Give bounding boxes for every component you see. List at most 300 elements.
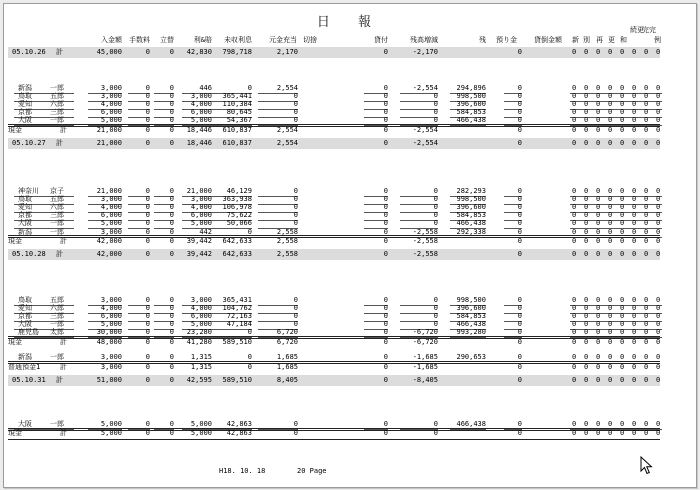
- g1-row-3-chg: 0: [433, 211, 438, 220]
- g3-row-0-int: 5,000: [190, 420, 212, 428]
- g1-row-5-flag-3: 0: [608, 227, 613, 236]
- g3-total-adv: 0: [169, 429, 174, 438]
- summary-1-adv: 0: [169, 138, 174, 147]
- g1-row-3-flag-0: 0: [572, 211, 577, 220]
- g2-row-1-flag-1: 0: [584, 304, 589, 313]
- g1-row-3-loan: 0: [383, 211, 388, 220]
- g1-row-3-given: 三郎: [50, 211, 64, 220]
- g0-row-1-prn: 0: [293, 92, 298, 101]
- g1-total-flag-1: 0: [584, 236, 589, 245]
- g2-row-2-flag-3: 0: [608, 312, 613, 321]
- g2-extra-total-flag-0: 0: [572, 362, 577, 371]
- g2-extra-0-loan: 0: [383, 352, 388, 361]
- g3-row-0-loan: 0: [383, 420, 388, 428]
- g2-row-2-flag-6: 0: [644, 312, 649, 321]
- summary-1-chg: -2,554: [412, 138, 438, 147]
- g1-row-0-fee: 0: [145, 187, 150, 195]
- g2-row-4-given: 太郎: [50, 328, 64, 337]
- g1-row-3-flag-4: 0: [620, 211, 625, 220]
- g1-total-loan: 0: [383, 236, 388, 245]
- g2-extra-total-name: 普通預金1: [8, 362, 41, 371]
- g2-extra-total-held: 0: [517, 362, 522, 371]
- summary-3-flag-0: 0: [572, 375, 577, 384]
- g3-total-dep: 5,000: [100, 429, 122, 438]
- g0-row-3-given: 三郎: [50, 108, 64, 117]
- g1-row-3-unp: 75,622: [226, 211, 252, 220]
- g2-extra-0-adv: 0: [169, 352, 174, 361]
- g0-row-4-name: 大阪: [18, 116, 32, 125]
- g1-row-5-prn: 2,558: [276, 227, 298, 236]
- g0-row-4-given: 一郎: [50, 116, 64, 125]
- g0-row-0-dep: 3,000: [100, 84, 122, 92]
- summary-1-held: 0: [517, 138, 522, 147]
- g3-total-name: 現金: [8, 429, 22, 438]
- g2-total-adv: 0: [169, 337, 174, 346]
- g0-row-1-dep: 3,000: [100, 92, 122, 101]
- g2-row-3-fee: 0: [145, 320, 150, 329]
- summary-0-flag-4: 0: [620, 48, 625, 56]
- g3-row-0-given: 一郎: [50, 420, 64, 428]
- g1-row-1-loan: 0: [383, 195, 388, 204]
- g1-row-1-flag-2: 0: [596, 195, 601, 204]
- g0-row-4-dep: 5,000: [100, 116, 122, 125]
- g2-extra-0-flag-4: 0: [620, 352, 625, 361]
- g1-row-0-chg: 0: [433, 187, 438, 195]
- summary-1-date: 05.10.27: [12, 138, 46, 147]
- g1-total-given: 計: [60, 236, 67, 245]
- g1-row-5-bal: 292,338: [456, 227, 486, 236]
- header-fee: 手数料: [129, 36, 150, 44]
- g1-row-0-flag-1: 0: [584, 187, 589, 195]
- summary-0-flag-6: 0: [644, 48, 649, 56]
- g2-row-0-int: 3,000: [190, 296, 212, 304]
- g0-row-1-flag-0: 0: [572, 92, 577, 101]
- g2-extra-0-flag-7: 0: [656, 352, 661, 361]
- g0-row-3-flag-3: 0: [608, 108, 613, 117]
- g0-row-1-flag-2: 0: [596, 92, 601, 101]
- g0-row-0-flag-4: 0: [620, 84, 625, 92]
- g0-row-1-flag-4: 0: [620, 92, 625, 101]
- g1-row-5-unp: 0: [247, 227, 252, 236]
- g0-row-3-unp: 80,645: [226, 108, 252, 117]
- g0-row-2-flag-1: 0: [584, 100, 589, 109]
- g2-extra-0-flag-1: 0: [584, 352, 589, 361]
- g0-row-2-flag-4: 0: [620, 100, 625, 109]
- g1-total-flag-6: 0: [644, 236, 649, 245]
- header-balance-change: 残高増減: [410, 36, 438, 44]
- summary-2-dep: 42,000: [96, 249, 122, 258]
- g0-row-1-flag-6: 0: [644, 92, 649, 101]
- g1-row-0-held: 0: [517, 187, 522, 195]
- g0-total-unp: 610,837: [222, 125, 252, 134]
- g1-row-4-flag-0: 0: [572, 219, 577, 228]
- g0-total-int: 18,446: [186, 125, 212, 134]
- g0-row-1-flag-1: 0: [584, 92, 589, 101]
- summary-2-loan: 0: [383, 249, 388, 258]
- g1-row-5-flag-6: 0: [644, 227, 649, 236]
- g3-total-loan: 0: [383, 429, 388, 438]
- g2-row-1-flag-0: 0: [572, 304, 577, 313]
- summary-0-flag-2: 0: [596, 48, 601, 56]
- g1-row-2-flag-1: 0: [584, 203, 589, 212]
- g1-total-prn: 2,558: [276, 236, 298, 245]
- g1-row-4-held: 0: [517, 219, 522, 228]
- g0-row-0-bal: 294,896: [456, 84, 486, 92]
- g3-row-0-chg: 0: [433, 420, 438, 428]
- summary-0-held: 0: [517, 48, 522, 56]
- g1-row-1-given: 五郎: [50, 195, 64, 204]
- g1-row-2-flag-6: 0: [644, 203, 649, 212]
- g2-row-2-int: 6,000: [190, 312, 212, 321]
- summary-1-unp: 610,837: [222, 138, 252, 147]
- g1-row-0-flag-0: 0: [572, 187, 577, 195]
- g2-row-0-loan: 0: [383, 296, 388, 304]
- g3-total-held: 0: [517, 429, 522, 438]
- g2-row-3-chg: 0: [433, 320, 438, 329]
- g2-row-1-flag-3: 0: [608, 304, 613, 313]
- summary-2-unp: 642,633: [222, 249, 252, 258]
- g1-row-0-unp: 46,129: [226, 187, 252, 195]
- summary-3-chg: -8,405: [412, 375, 438, 384]
- g2-extra-total-prn: 1,685: [276, 362, 298, 371]
- g3-total-flag-5: 0: [632, 429, 637, 438]
- g2-row-0-flag-0: 0: [572, 296, 577, 304]
- g1-row-4-flag-7: 0: [656, 219, 661, 228]
- g2-row-3-adv: 0: [169, 320, 174, 329]
- g1-total-chg: -2,558: [412, 236, 438, 245]
- summary-0-date: 05.10.26: [12, 48, 46, 56]
- g1-row-4-flag-4: 0: [620, 219, 625, 228]
- header-example: 例: [654, 36, 661, 44]
- g0-row-0-flag-7: 0: [656, 84, 661, 92]
- g2-total-flag-7: 0: [656, 337, 661, 346]
- g1-row-2-flag-5: 0: [632, 203, 637, 212]
- g1-row-4-int: 5,000: [190, 219, 212, 228]
- g2-row-3-flag-6: 0: [644, 320, 649, 329]
- header-complete: 完完: [642, 26, 656, 34]
- g2-total-fee: 0: [145, 337, 150, 346]
- g0-row-3-flag-4: 0: [620, 108, 625, 117]
- g1-total-held: 0: [517, 236, 522, 245]
- summary-2-flag-3: 0: [608, 249, 613, 258]
- g0-row-2-flag-2: 0: [596, 100, 601, 109]
- summary-0-flag-3: 0: [608, 48, 613, 56]
- g2-row-0-flag-3: 0: [608, 296, 613, 304]
- g3-row-0-held: 0: [517, 420, 522, 428]
- g2-row-0-flag-7: 0: [656, 296, 661, 304]
- g1-total-name: 現金: [8, 236, 22, 245]
- g1-total-flag-4: 0: [620, 236, 625, 245]
- g2-row-3-bal: 466,438: [456, 320, 486, 329]
- g3-total-flag-4: 0: [620, 429, 625, 438]
- g2-total-given: 計: [60, 337, 67, 346]
- g2-extra-total-fee: 0: [145, 362, 150, 371]
- g2-row-1-flag-5: 0: [632, 304, 637, 313]
- g0-row-4-flag-1: 0: [584, 116, 589, 125]
- g2-row-4-int: 23,280: [186, 328, 212, 337]
- g1-row-3-fee: 0: [145, 211, 150, 220]
- g3-total-int: 5,000: [190, 429, 212, 438]
- g0-row-1-adv: 0: [169, 92, 174, 101]
- g2-extra-0-int: 1,315: [190, 352, 212, 361]
- g0-row-2-prn: 0: [293, 100, 298, 109]
- g2-row-1-fee: 0: [145, 304, 150, 313]
- g3-total-flag-0: 0: [572, 429, 577, 438]
- g2-row-4-chg: -6,720: [412, 328, 438, 337]
- g1-total-flag-5: 0: [632, 236, 637, 245]
- g0-row-2-int: 4,000: [190, 100, 212, 109]
- header-unpaid-interest: 未収利息: [224, 36, 252, 44]
- g0-row-3-name: 京都: [18, 108, 32, 117]
- g2-row-4-flag-1: 0: [584, 328, 589, 337]
- g2-row-3-unp: 47,184: [226, 320, 252, 329]
- g3-row-0-flag-0: 0: [572, 420, 577, 428]
- g1-row-3-dep: 6,000: [100, 211, 122, 220]
- g2-total-loan: 0: [383, 337, 388, 346]
- g1-row-5-chg: -2,558: [412, 227, 438, 236]
- g2-extra-total-flag-7: 0: [656, 362, 661, 371]
- g2-total-flag-1: 0: [584, 337, 589, 346]
- summary-3-adv: 0: [169, 375, 174, 384]
- g1-row-1-fee: 0: [145, 195, 150, 204]
- g2-row-4-prn: 6,720: [276, 328, 298, 337]
- summary-0-unp: 798,718: [222, 48, 252, 56]
- summary-3-flag-7: 0: [656, 375, 661, 384]
- summary-1-prn: 2,554: [276, 138, 298, 147]
- g0-row-3-flag-5: 0: [632, 108, 637, 117]
- summary-2-flag-5: 0: [632, 249, 637, 258]
- g3-total-flag-2: 0: [596, 429, 601, 438]
- g2-row-0-unp: 365,431: [222, 296, 252, 304]
- g0-row-4-unp: 54,367: [226, 116, 252, 125]
- g1-row-2-unp: 106,978: [222, 203, 252, 212]
- g2-extra-total-int: 1,315: [190, 362, 212, 371]
- g2-row-3-loan: 0: [383, 320, 388, 329]
- g0-row-1-name: 鳥取: [18, 92, 32, 101]
- g2-total-flag-6: 0: [644, 337, 649, 346]
- g2-row-3-flag-0: 0: [572, 320, 577, 329]
- g2-row-2-bal: 584,853: [456, 312, 486, 321]
- g0-row-0-unp: 0: [247, 84, 252, 92]
- g1-row-0-adv: 0: [169, 187, 174, 195]
- g0-total-dep: 21,000: [96, 125, 122, 134]
- g2-extra-0-held: 0: [517, 352, 522, 361]
- g2-row-3-flag-1: 0: [584, 320, 589, 329]
- summary-3-flag-1: 0: [584, 375, 589, 384]
- g1-row-1-flag-0: 0: [572, 195, 577, 204]
- g2-row-0-held: 0: [517, 296, 522, 304]
- g2-total-prn: 6,720: [276, 337, 298, 346]
- summary-0-flag-5: 0: [632, 48, 637, 56]
- g1-row-3-held: 0: [517, 211, 522, 220]
- g0-row-4-flag-2: 0: [596, 116, 601, 125]
- g0-row-3-loan: 0: [383, 108, 388, 117]
- g2-extra-0-prn: 1,685: [276, 352, 298, 361]
- header-settle: 和: [620, 36, 627, 44]
- g0-row-0-given: 一郎: [50, 84, 64, 92]
- g0-row-1-fee: 0: [145, 92, 150, 101]
- g1-row-3-flag-7: 0: [656, 211, 661, 220]
- g1-row-2-name: 愛知: [18, 203, 32, 212]
- g1-row-4-loan: 0: [383, 219, 388, 228]
- g0-row-0-name: 新潟: [18, 84, 32, 92]
- g0-total-flag-7: 0: [656, 125, 661, 134]
- g2-total-flag-2: 0: [596, 337, 601, 346]
- report-page: [3, 3, 697, 488]
- g1-row-0-loan: 0: [383, 187, 388, 195]
- g1-row-0-int: 21,000: [186, 187, 212, 195]
- summary-0-flag-1: 0: [584, 48, 589, 56]
- g2-row-0-adv: 0: [169, 296, 174, 304]
- g2-extra-0-flag-2: 0: [596, 352, 601, 361]
- g1-row-4-flag-2: 0: [596, 219, 601, 228]
- rule-line: [8, 439, 660, 440]
- g0-row-1-chg: 0: [433, 92, 438, 101]
- g1-row-2-flag-2: 0: [596, 203, 601, 212]
- g2-row-4-loan: 0: [383, 328, 388, 337]
- g2-row-2-flag-0: 0: [572, 312, 577, 321]
- g2-row-4-flag-2: 0: [596, 328, 601, 337]
- g0-total-fee: 0: [145, 125, 150, 134]
- g0-row-2-flag-3: 0: [608, 100, 613, 109]
- summary-0-fee: 0: [145, 48, 150, 56]
- g2-extra-0-flag-5: 0: [632, 352, 637, 361]
- summary-1-flag-3: 0: [608, 138, 613, 147]
- g0-row-3-chg: 0: [433, 108, 438, 117]
- g2-extra-0-unp: 0: [247, 352, 252, 361]
- g2-total-unp: 589,510: [222, 337, 252, 346]
- g0-row-2-unp: 110,384: [222, 100, 252, 109]
- g2-row-4-flag-7: 0: [656, 328, 661, 337]
- summary-1-flag-1: 0: [584, 138, 589, 147]
- g0-row-3-prn: 0: [293, 108, 298, 117]
- page-title: 日 報: [316, 15, 384, 30]
- g0-total-held: 0: [517, 125, 522, 134]
- summary-0-loan: 0: [383, 48, 388, 56]
- g2-row-4-dep: 30,000: [96, 328, 122, 337]
- g2-row-1-unp: 104,762: [222, 304, 252, 313]
- summary-0-prn: 2,170: [276, 48, 298, 56]
- g3-total-prn: 0: [293, 429, 298, 438]
- g2-row-0-flag-4: 0: [620, 296, 625, 304]
- g1-row-1-held: 0: [517, 195, 522, 204]
- g1-row-5-fee: 0: [145, 227, 150, 236]
- g3-total-flag-1: 0: [584, 429, 589, 438]
- g1-row-4-name: 大阪: [18, 219, 32, 228]
- g0-row-3-bal: 584,853: [456, 108, 486, 117]
- header-interest-paid: 利&賠: [193, 36, 212, 44]
- g2-extra-total-flag-6: 0: [644, 362, 649, 371]
- g2-row-3-name: 大阪: [18, 320, 32, 329]
- g1-total-flag-0: 0: [572, 236, 577, 245]
- g3-total-flag-3: 0: [608, 429, 613, 438]
- header-balance: 残: [479, 36, 486, 44]
- mouse-pointer-icon: [640, 456, 656, 476]
- g1-row-1-bal: 998,500: [456, 195, 486, 204]
- g1-row-1-adv: 0: [169, 195, 174, 204]
- g0-row-0-flag-3: 0: [608, 84, 613, 92]
- g1-row-4-given: 一郎: [50, 219, 64, 228]
- g2-row-4-flag-6: 0: [644, 328, 649, 337]
- g1-total-flag-3: 0: [608, 236, 613, 245]
- g2-row-2-dep: 6,000: [100, 312, 122, 321]
- header-deposit-held: 預り金: [496, 36, 517, 44]
- summary-1-fee: 0: [145, 138, 150, 147]
- g0-row-4-int: 5,000: [190, 116, 212, 125]
- g0-row-3-flag-7: 0: [656, 108, 661, 117]
- g3-row-0-adv: 0: [169, 420, 174, 428]
- summary-1-flag-2: 0: [596, 138, 601, 147]
- g0-total-flag-4: 0: [620, 125, 625, 134]
- g2-row-2-flag-7: 0: [656, 312, 661, 321]
- g1-row-5-dep: 3,000: [100, 227, 122, 236]
- g0-row-4-chg: 0: [433, 116, 438, 125]
- g1-row-0-flag-4: 0: [620, 187, 625, 195]
- g0-row-4-adv: 0: [169, 116, 174, 125]
- summary-3-loan: 0: [383, 375, 388, 384]
- g2-row-2-fee: 0: [145, 312, 150, 321]
- g0-row-0-flag-5: 0: [632, 84, 637, 92]
- g1-row-5-int: 442: [199, 227, 212, 236]
- g2-row-0-flag-6: 0: [644, 296, 649, 304]
- g0-total-prn: 2,554: [276, 125, 298, 134]
- g3-row-0-bal: 466,438: [456, 420, 486, 428]
- g0-row-2-name: 愛知: [18, 100, 32, 109]
- g2-row-2-adv: 0: [169, 312, 174, 321]
- g3-row-0-flag-4: 0: [620, 420, 625, 428]
- g0-row-2-bal: 396,600: [456, 100, 486, 109]
- summary-2-adv: 0: [169, 249, 174, 258]
- g2-row-3-flag-3: 0: [608, 320, 613, 329]
- g0-row-1-loan: 0: [383, 92, 388, 101]
- header-change: 更: [608, 36, 615, 44]
- g0-row-3-adv: 0: [169, 108, 174, 117]
- g2-row-3-flag-2: 0: [596, 320, 601, 329]
- g0-row-0-int: 446: [199, 84, 212, 92]
- g0-row-0-flag-2: 0: [596, 84, 601, 92]
- g0-row-2-held: 0: [517, 100, 522, 109]
- g3-row-0-flag-7: 0: [656, 420, 661, 428]
- g2-row-3-held: 0: [517, 320, 522, 329]
- g1-total-fee: 0: [145, 236, 150, 245]
- g2-row-4-held: 0: [517, 328, 522, 337]
- g2-row-1-given: 六郎: [50, 304, 64, 313]
- g0-row-0-flag-0: 0: [572, 84, 577, 92]
- g0-row-3-dep: 6,000: [100, 108, 122, 117]
- summary-0-label: 計: [56, 48, 63, 56]
- g1-row-0-flag-6: 0: [644, 187, 649, 195]
- g2-row-0-flag-5: 0: [632, 296, 637, 304]
- g0-row-0-adv: 0: [169, 84, 174, 92]
- g2-extra-total-flag-5: 0: [632, 362, 637, 371]
- g0-row-4-flag-4: 0: [620, 116, 625, 125]
- g2-extra-0-chg: -1,685: [412, 352, 438, 361]
- g1-row-5-name: 新潟: [18, 227, 32, 236]
- g1-row-3-adv: 0: [169, 211, 174, 220]
- summary-2-chg: -2,558: [412, 249, 438, 258]
- g3-total-fee: 0: [145, 429, 150, 438]
- header-advance: 立替: [160, 36, 174, 44]
- summary-3-int: 42,595: [186, 375, 212, 384]
- g3-row-0-flag-2: 0: [596, 420, 601, 428]
- summary-1-label: 計: [56, 138, 63, 147]
- g1-row-3-bal: 584,853: [456, 211, 486, 220]
- g2-row-3-dep: 5,000: [100, 320, 122, 329]
- g1-row-4-dep: 5,000: [100, 219, 122, 228]
- g2-row-2-name: 京都: [18, 312, 32, 321]
- g2-row-0-name: 鳥取: [18, 296, 32, 304]
- summary-0-adv: 0: [169, 48, 174, 56]
